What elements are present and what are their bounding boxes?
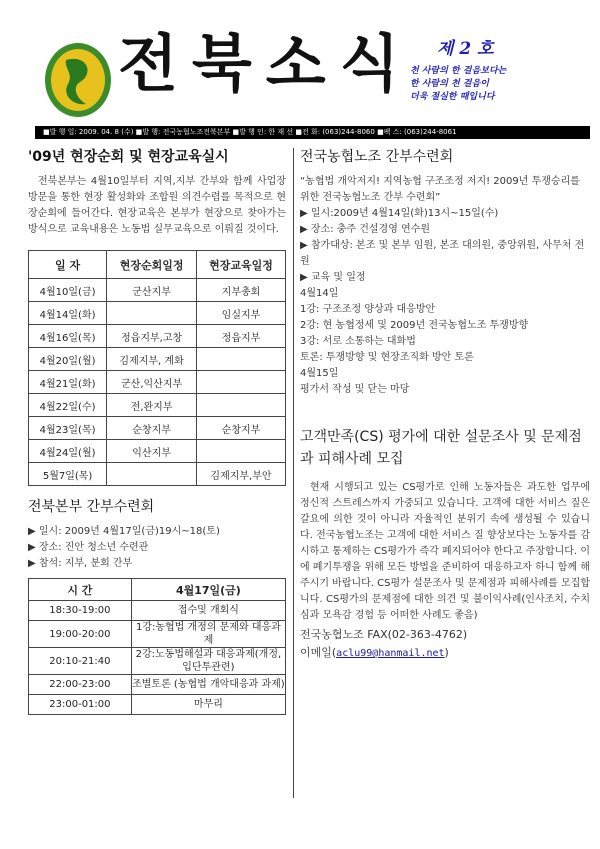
right-column [300, 148, 590, 663]
article3-line: ▶ 참가대상: 본조 및 본부 임원, 본조 대의원, 중앙위원, 사무처 전원 [300, 240, 585, 267]
issue-number: 제 2 호 [437, 39, 494, 59]
article2-line: ▶ 장소: 진안 청소년 수련관 [28, 542, 149, 553]
cell: 군산,익산지부 [107, 371, 197, 394]
cell [107, 463, 197, 486]
article2-line: ▶ 일시: 2009년 4월17일(금)19시~18(토) [28, 526, 220, 537]
cell: 22:00-23:00 [29, 675, 132, 695]
slogan-line: 한 사람의 천 걸음이 [410, 79, 489, 89]
article3-line: 토론: 투쟁방향 및 현장조직화 방안 토론 [300, 352, 474, 363]
cell: 20:10-21:40 [29, 648, 132, 675]
article1-body [28, 174, 286, 238]
fax-line: 전국농협노조 FAX(02-363-4762) [300, 628, 468, 641]
article3-line: 평가서 작성 및 닫는 마당 [300, 384, 410, 395]
article3-line: 1강: 구조조정 양상과 대응방안 [300, 304, 436, 315]
email-label: 이메일( [300, 646, 337, 659]
table-row [29, 675, 286, 695]
retreat-schedule-table [28, 578, 286, 715]
cell: 4월24일(월) [29, 440, 107, 463]
cell: 순창지부 [196, 417, 285, 440]
email-line [300, 644, 590, 663]
cell [196, 348, 285, 371]
cell: 조별토론 (농협법 개악대응과 과제) [131, 675, 285, 695]
site-visit-schedule-table [28, 250, 286, 486]
article3-line: 3강: 서로 소통하는 대화법 [300, 336, 416, 347]
col-site-education: 현장교육일정 [196, 251, 285, 279]
slogan [410, 65, 590, 104]
cell: 4월22일(수) [29, 394, 107, 417]
col-site-visit: 현장순회일정 [107, 251, 197, 279]
article2-title: 전북본부 간부수련회 [28, 499, 155, 515]
cell: 정읍지부,고창 [107, 325, 197, 348]
article3-line: 4월15일 [300, 368, 339, 379]
cell [196, 394, 285, 417]
col-day: 4월17일(금) [131, 579, 285, 601]
email-close: ) [444, 646, 449, 659]
cell [196, 440, 285, 463]
left-column [28, 148, 286, 715]
cell: 접수및 개회식 [131, 601, 285, 621]
cell: 4월14일(화) [29, 302, 107, 325]
article3-body [300, 174, 590, 398]
cell [196, 371, 285, 394]
article4-title: 고객만족(CS) 평가에 대한 설문조사 및 문제점과 피해사례 모집 [300, 429, 582, 467]
table-row [29, 695, 286, 715]
article2-line: ▶ 참석: 지부, 분회 간부 [28, 558, 133, 569]
table-row [29, 601, 286, 621]
cell: 18:30-19:00 [29, 601, 132, 621]
cell: 김제지부,부안 [196, 463, 285, 486]
cell: 정읍지부 [196, 325, 285, 348]
cell: 마무리 [131, 695, 285, 715]
table-row [29, 440, 286, 463]
article4-paragraph: 현재 시행되고 있는 CS평가로 인해 노동자들은 과도한 업무에 정신적 스트레스까지 가중되고 있습니다. 고객에 대한 서비스 질은 갈요에 의한 것이 아니라 자율적인 분위기 속에 생성될 수 있습니다. 전국농협노조는 고객에 대한 서비스 질 향상보다는 노동자를 감시하고 통제하는 CS평가가 즉각 폐지되어야 한다고 주장합니다. 이에 폐기투쟁을 위해 모든 방법을 준비하여 대응하고자 하니 함께 해주시기 바랍니다. CS평가 설문조사 및 문제점과 피해사례를 모집합니다. CS평가의 문제점에 대한 의견 및 불이익사례(인사조치, 수치심과 모욕감 경험 등 어떠한 사례도 좋음) [300, 482, 590, 621]
table-row [29, 394, 286, 417]
cell: 4월16일(목) [29, 325, 107, 348]
article3-line: ▶ 교육 및 일정 [300, 272, 366, 283]
cell: 임실지부 [196, 302, 285, 325]
cell: 순창지부 [107, 417, 197, 440]
cell: 김제지부, 계화 [107, 348, 197, 371]
cell [107, 302, 197, 325]
cell: 4월23일(목) [29, 417, 107, 440]
email-link[interactable]: aclu99@hanmail.net [336, 648, 445, 659]
table-header-row [29, 579, 286, 601]
article3-line: ▶ 장소: 충주 건설경영 연수원 [300, 224, 431, 235]
table-row [29, 463, 286, 486]
table-row [29, 348, 286, 371]
article1-title: '09년 현장순회 및 현장교육실시 [28, 149, 229, 165]
cell: 23:00-01:00 [29, 695, 132, 715]
publication-info-bar: ■발 행 일: 2009. 04. 8 (수) ■발 행: 전국농협노조전북본부 ■발 행 인: 한 재 선 ■전 화: (063)244-8060 ■팩 스: (063)244-8061 [35, 126, 590, 139]
article4-body [300, 480, 590, 624]
column-divider [293, 148, 294, 798]
slogan-line: 천 사람의 한 걸음보다는 [410, 66, 507, 76]
slogan-line: 더욱 절실한 때입니다 [410, 92, 495, 102]
col-date: 일 자 [29, 251, 107, 279]
article3-line: “농협법 개악저지! 지역농협 구조조정 저지! 2009년 투쟁승리를 위한 전국농협노조 간부 수련회” [300, 176, 580, 203]
article3-line: ▶ 일시:2009년 4월14일(화)13시~15일(수) [300, 208, 499, 219]
union-logo [42, 40, 114, 120]
cell: 1강:농협법 개정의 문제와 대응과제 [131, 621, 285, 648]
table-header-row [29, 251, 286, 279]
article3-line: 2강: 현 농협정세 및 2009년 전국농협노조 투쟁방향 [300, 320, 529, 331]
cell: 4월21일(화) [29, 371, 107, 394]
table-row [29, 325, 286, 348]
cell: 지부총회 [196, 279, 285, 302]
cell: 19:00-20:00 [29, 621, 132, 648]
article3-line: 4월14일 [300, 288, 339, 299]
cell: 군산지부 [107, 279, 197, 302]
masthead-title: 전북소식 [118, 27, 414, 100]
table-row [29, 279, 286, 302]
table-row [29, 621, 286, 648]
table-row [29, 648, 286, 675]
article1-paragraph: 전북본부는 4월10일부터 지역,지부 간부와 함께 사업장 방문을 통한 현장 활성화와 조합원 의견수렴를 목적으로 현장순회에 들어간다. 현장교육은 본부가 현장으로 찾아가는 방식으로 교육내용은 노동법 실무교육으로 이뤄질 것이다. [28, 176, 286, 235]
table-row [29, 371, 286, 394]
col-time: 시 간 [29, 579, 132, 601]
cell: 4월10일(금) [29, 279, 107, 302]
table-row [29, 302, 286, 325]
cell: 익산지부 [107, 440, 197, 463]
cell: 전,완지부 [107, 394, 197, 417]
cell: 4월20일(월) [29, 348, 107, 371]
table-row [29, 417, 286, 440]
cell: 5월7일(목) [29, 463, 107, 486]
article3-title: 전국농협노조 간부수련회 [300, 149, 454, 165]
cell: 2강:노동법해설과 대응과제(개정,입단투관련) [131, 648, 285, 675]
